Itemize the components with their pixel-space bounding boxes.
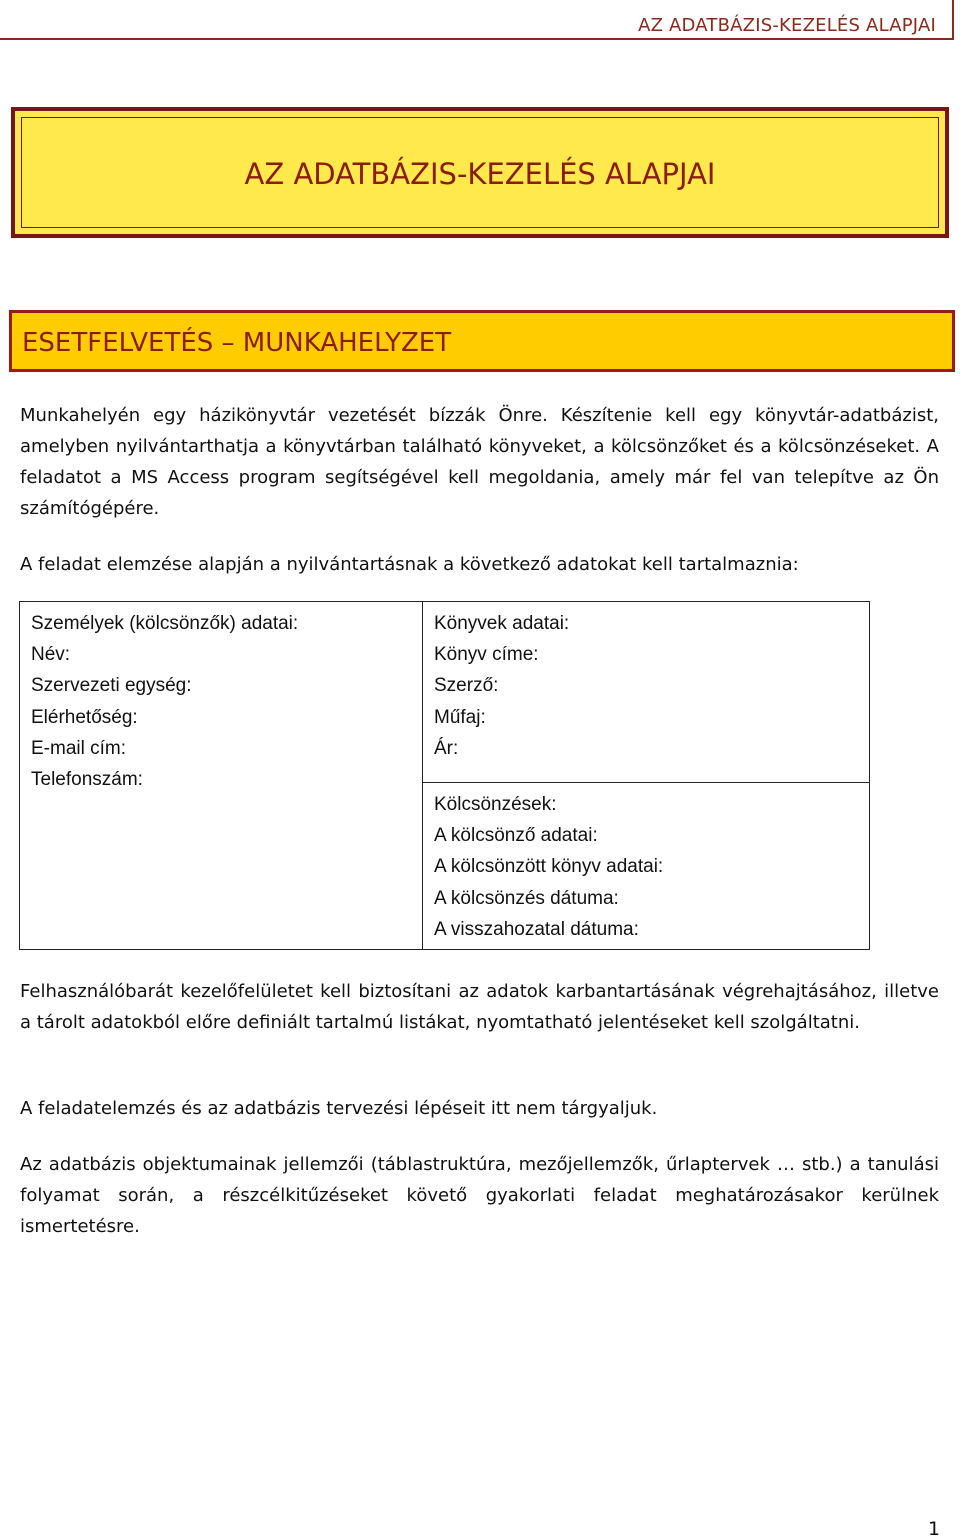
scope-paragraph: A feladatelemzés és az adatbázis tervezési lépéseit itt nem tárgyaljuk.	[20, 1098, 658, 1119]
intro-paragraph: Munkahelyén egy házikönyvtár vezetését bízzák Önre. Készítenie kell egy könyvtár-adatbázist, amelyben nyilvántarthatja a könyvtárban található könyveket, a kölcsönzőket és a kölcsönzéseket. A feladatot a MS Access program segítségével kell megoldania, amely már fel van telepítve az Ön számítógépére.	[20, 405, 939, 519]
persons-field: Telefonszám:	[31, 769, 143, 791]
persons-field: Elérhetőség:	[31, 706, 138, 728]
section-heading-box	[9, 310, 955, 372]
books-field: Könyv címe:	[434, 644, 539, 666]
objects-paragraph: Az adatbázis objektumainak jellemzői (táblastruktúra, mezőjellemzők, űrlaptervek … stb.) a tanulási folyamat során, a részcélkitűzéseket követő gyakorlati feladat meghatározásakor kerülnek ismertetésre.	[20, 1154, 939, 1237]
books-field: Ár:	[434, 737, 459, 759]
section-heading: ESETFELVETÉS – MUNKAHELYZET	[22, 328, 452, 358]
books-field: Műfaj:	[434, 706, 486, 728]
books-cell	[423, 602, 870, 783]
persons-heading: Személyek (kölcsönzők) adatai:	[31, 613, 299, 634]
books-field: Szerző:	[434, 675, 499, 697]
running-header	[0, 0, 954, 40]
persons-field: Név:	[31, 644, 71, 666]
loans-field: A kölcsönzés dátuma:	[434, 887, 619, 909]
persons-field: E-mail cím:	[31, 737, 126, 759]
persons-cell	[20, 602, 423, 950]
loans-field: A kölcsönző adatai:	[434, 825, 598, 847]
analysis-paragraph: A feladat elemzése alapján a nyilvántartásnak a következő adatokat kell tartalmaznia:	[20, 554, 799, 575]
data-requirements-table	[19, 601, 870, 950]
loans-field: A kölcsönzött könyv adatai:	[434, 856, 664, 878]
document-title: AZ ADATBÁZIS-KEZELÉS ALAPJAI	[244, 157, 716, 191]
loans-field: A visszahozatal dátuma:	[434, 918, 639, 940]
loans-cell	[423, 783, 870, 950]
ui-paragraph: Felhasználóbarát kezelőfelületet kell biztosítani az adatok karbantartásának végrehajtásához, illetve a tárolt adatokból előre definiált tartalmú listákat, nyomtatható jelentéseket kell szolgáltatni.	[20, 981, 939, 1033]
title-box	[11, 107, 949, 238]
running-header-title: AZ ADATBÁZIS-KEZELÉS ALAPJAI	[638, 15, 936, 36]
loans-heading: Kölcsönzések:	[434, 794, 557, 815]
persons-field: Szervezeti egység:	[31, 675, 192, 697]
books-heading: Könyvek adatai:	[434, 613, 570, 634]
page-number: 1	[928, 1518, 941, 1540]
